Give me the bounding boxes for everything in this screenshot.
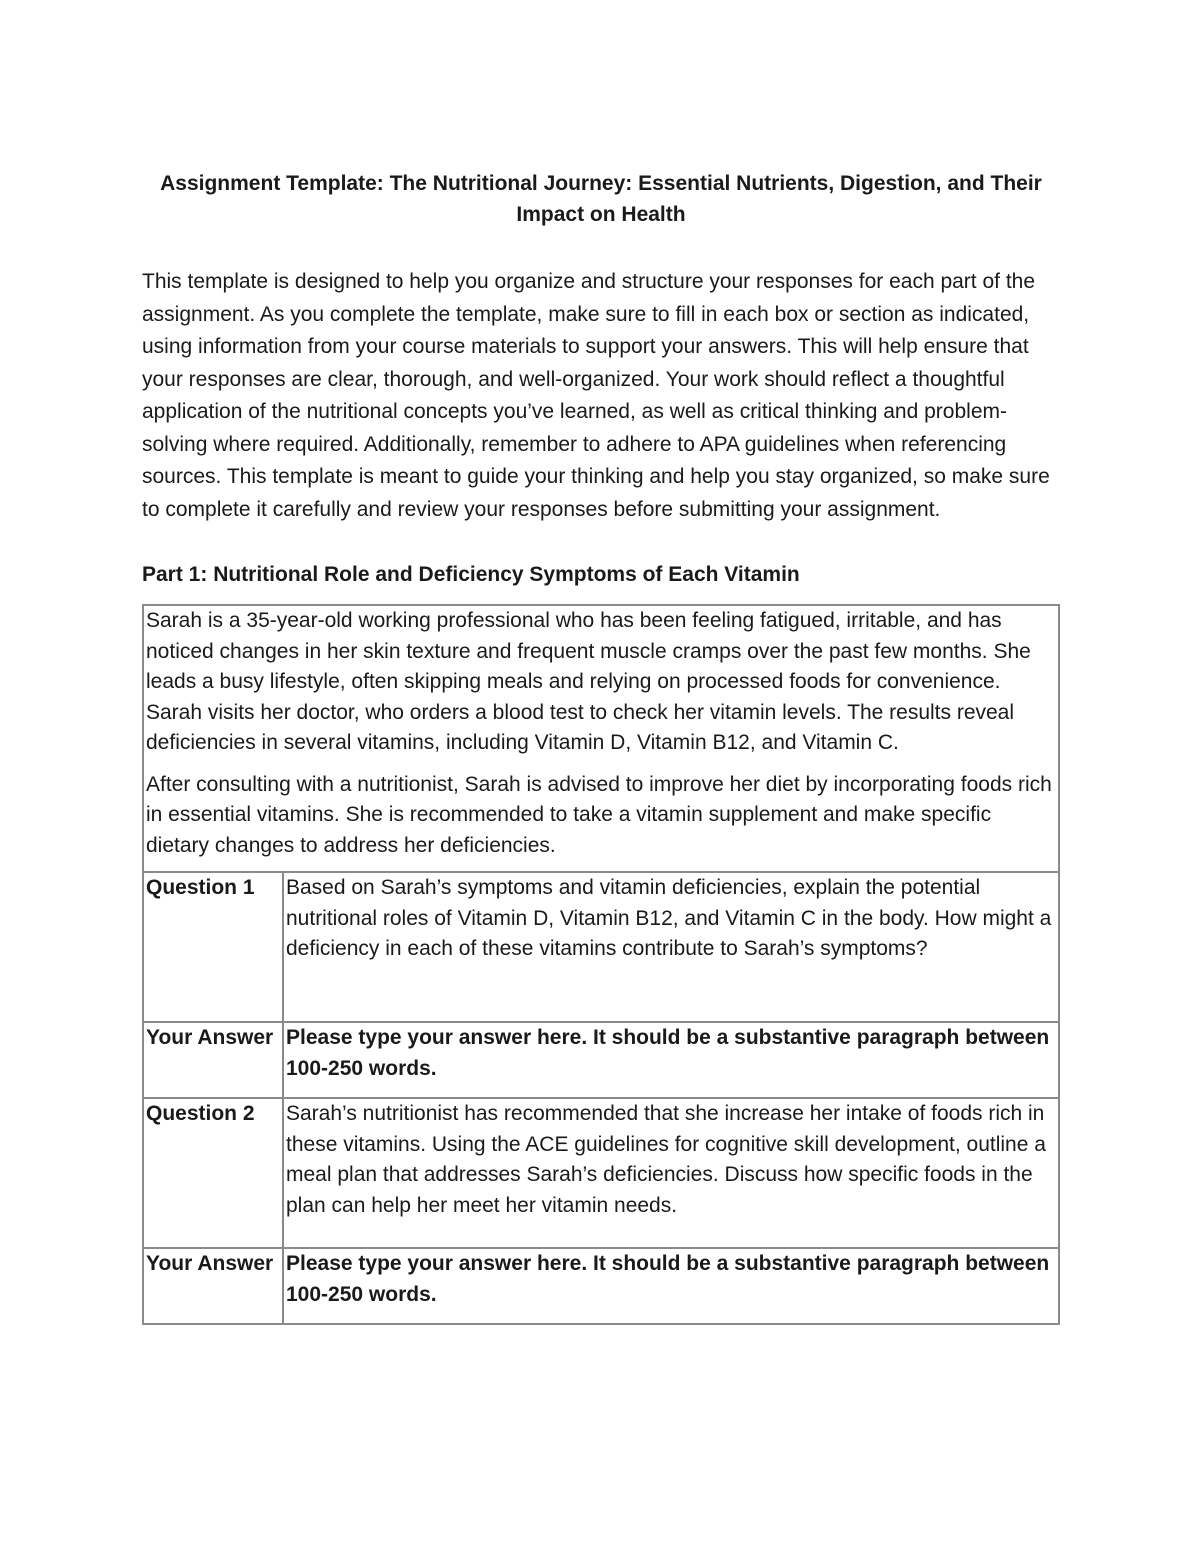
document-page [142, 168, 1060, 1325]
answer-2-row [143, 1248, 1059, 1324]
answer-1-row [143, 1022, 1059, 1098]
scenario-paragraph-1: Sarah is a 35-year-old working professional who has been feeling fatigued, irritable, and has noticed changes in her skin texture and frequent muscle cramps over the past few months. She leads a busy lifestyle, often skipping meals and relying on processed foods for convenience. Sarah visits her doctor, who orders a blood test to check her vitamin levels. The results reveal deficiencies in several vitamins, including Vitamin D, Vitamin B12, and Vitamin C. [146, 609, 1031, 754]
scenario-cell [143, 605, 1059, 872]
scenario-row [143, 605, 1059, 872]
answer-2-label: Your Answer [143, 1248, 283, 1324]
scenario-paragraph-2: After consulting with a nutritionist, Sarah is advised to improve her diet by incorporating foods rich in essential vitamins. She is recommended to take a vitamin supplement and make specific dietary changes to address her deficiencies. [146, 772, 1052, 857]
answer-2-field[interactable]: Please type your answer here. It should be a substantive paragraph between 100-250 words. [283, 1248, 1059, 1324]
question-1-text: Based on Sarah’s symptoms and vitamin deficiencies, explain the potential nutritional roles of Vitamin D, Vitamin B12, and Vitamin C in the body. How might a deficiency in each of these vitamins contribute to Sarah’s symptoms? [283, 872, 1059, 1022]
part-1-table [142, 604, 1060, 1325]
question-2-label: Question 2 [143, 1098, 283, 1248]
answer-1-field[interactable]: Please type your answer here. It should be a substantive paragraph between 100-250 words. [283, 1022, 1059, 1098]
document-title: Assignment Template: The Nutritional Journey: Essential Nutrients, Digestion, and Their Impact on Health [160, 172, 1042, 226]
question-1-label: Question 1 [143, 872, 283, 1022]
intro-paragraph: This template is designed to help you organize and structure your responses for each part of the assignment. As you complete the template, make sure to fill in each box or section as indicated, using information from your course materials to support your answers. This will help ensure that your responses are clear, thorough, and well-organized. Your work should reflect a thoughtful application of the nutritional concepts you’ve learned, as well as critical thinking and problem-solving where required. Additionally, remember to adhere to APA guidelines when referencing sources. This template is meant to guide your thinking and help you stay organized, so make sure to complete it carefully and review your responses before submitting your assignment. [142, 270, 1050, 521]
answer-1-label: Your Answer [143, 1022, 283, 1098]
question-1-row [143, 872, 1059, 1022]
question-2-text: Sarah’s nutritionist has recommended that she increase her intake of foods rich in these vitamins. Using the ACE guidelines for cognitive skill development, outline a meal plan that addresses Sarah’s deficiencies. Discuss how specific foods in the plan can help her meet her vitamin needs. [283, 1098, 1059, 1248]
question-2-row [143, 1098, 1059, 1248]
part-1-heading: Part 1: Nutritional Role and Deficiency Symptoms of Each Vitamin [142, 563, 800, 586]
